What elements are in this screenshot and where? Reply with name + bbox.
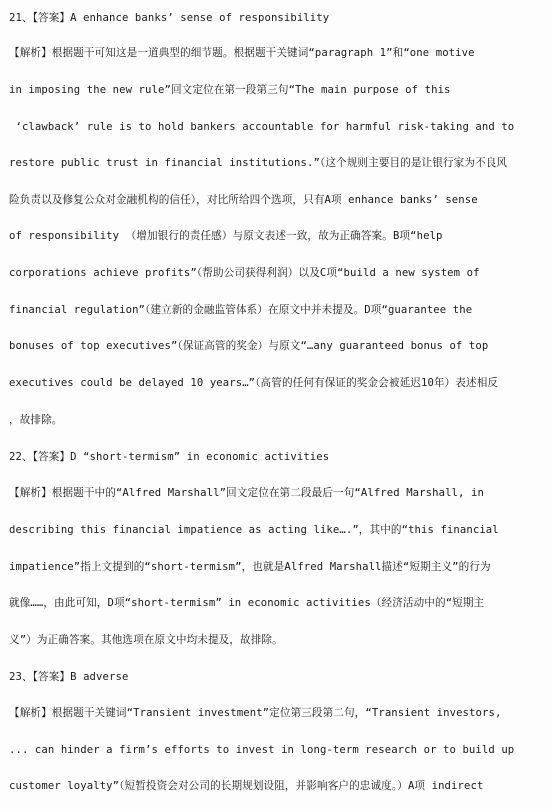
analysis-21-line-1: 【解析】根据题干可知这是一道典型的细节题。根据题干关键词“paragraph 1”和“one motive (9, 47, 475, 59)
answer-22-heading: 22、【答案】D “short-termism” in economic activities (9, 451, 330, 463)
analysis-21-line-7: corporations achieve profits”（帮助公司获得利润）以及C项“build a new system of (9, 267, 480, 279)
analysis-22-line-5: 义”）为正确答案。其他选项在原文中均未提及，故排除。 (9, 634, 283, 646)
analysis-22-line-4: 就像……，由此可知，D项“short-termism” in economic activities（经济活动中的“短期主 (9, 597, 485, 609)
analysis-21-line-4: restore public trust in financial institutions.”（这个规则主要目的是让银行家为不良风 (9, 157, 508, 169)
analysis-21-line-9: bonuses of top executives”（保证高管的奖金）与原文“…any guaranteed bonus of top (9, 340, 489, 352)
analysis-23-line-1: 【解析】根据题干关键词“Transient investment”定位第三段第二句，“Transient investors, (9, 707, 502, 719)
analysis-21-line-5: 险负责以及修复公众对金融机构的信任），对比所给四个选项，只有A项 enhance banks’ sense (9, 194, 478, 206)
answer-23-heading: 23、【答案】B adverse (9, 671, 129, 683)
analysis-23-line-3: customer loyalty”（短暂投资会对公司的长期规划设阻，并影响客户的忠诚度。）A项 indirect (9, 780, 484, 792)
analysis-22-line-3: impatience”指上文提到的“short-termism”，也就是Alfred Marshall描述“短期主义”的行为 (9, 561, 491, 573)
analysis-21-line-11: ，故排除。 (9, 414, 63, 426)
analysis-21-line-8: financial regulation”（建立新的金融监管体系）在原文中并未提及。D项“guarantee the (9, 304, 473, 316)
analysis-21-line-2: in imposing the new rule”回文定位在第一段第三句“The main purpose of this (9, 84, 451, 96)
answer-21-heading: 21、【答案】A enhance banks’ sense of responsibility (9, 12, 330, 24)
analysis-23-line-2: ... can hinder a firm’s efforts to invest in long-term research or to build up (9, 744, 515, 756)
analysis-21-line-3: ‘clawback’ rule is to hold bankers accountable for harmful risk-taking and to (9, 121, 515, 133)
analysis-22-line-2: describing this financial impatience as acting like….”，其中的“this financial (9, 524, 499, 536)
analysis-21-line-6: of responsibility （增加银行的责任感）与原文表述一致，故为正确答案。B项“help (9, 230, 443, 242)
analysis-22-line-1: 【解析】根据题干中的“Alfred Marshall”回文定位在第二段最后一句“Alfred Marshall, in (9, 487, 484, 499)
analysis-21-line-10: executives could be delayed 10 years…”（高管的任何有保证的奖金会被延迟10年）表述相反 (9, 377, 499, 389)
